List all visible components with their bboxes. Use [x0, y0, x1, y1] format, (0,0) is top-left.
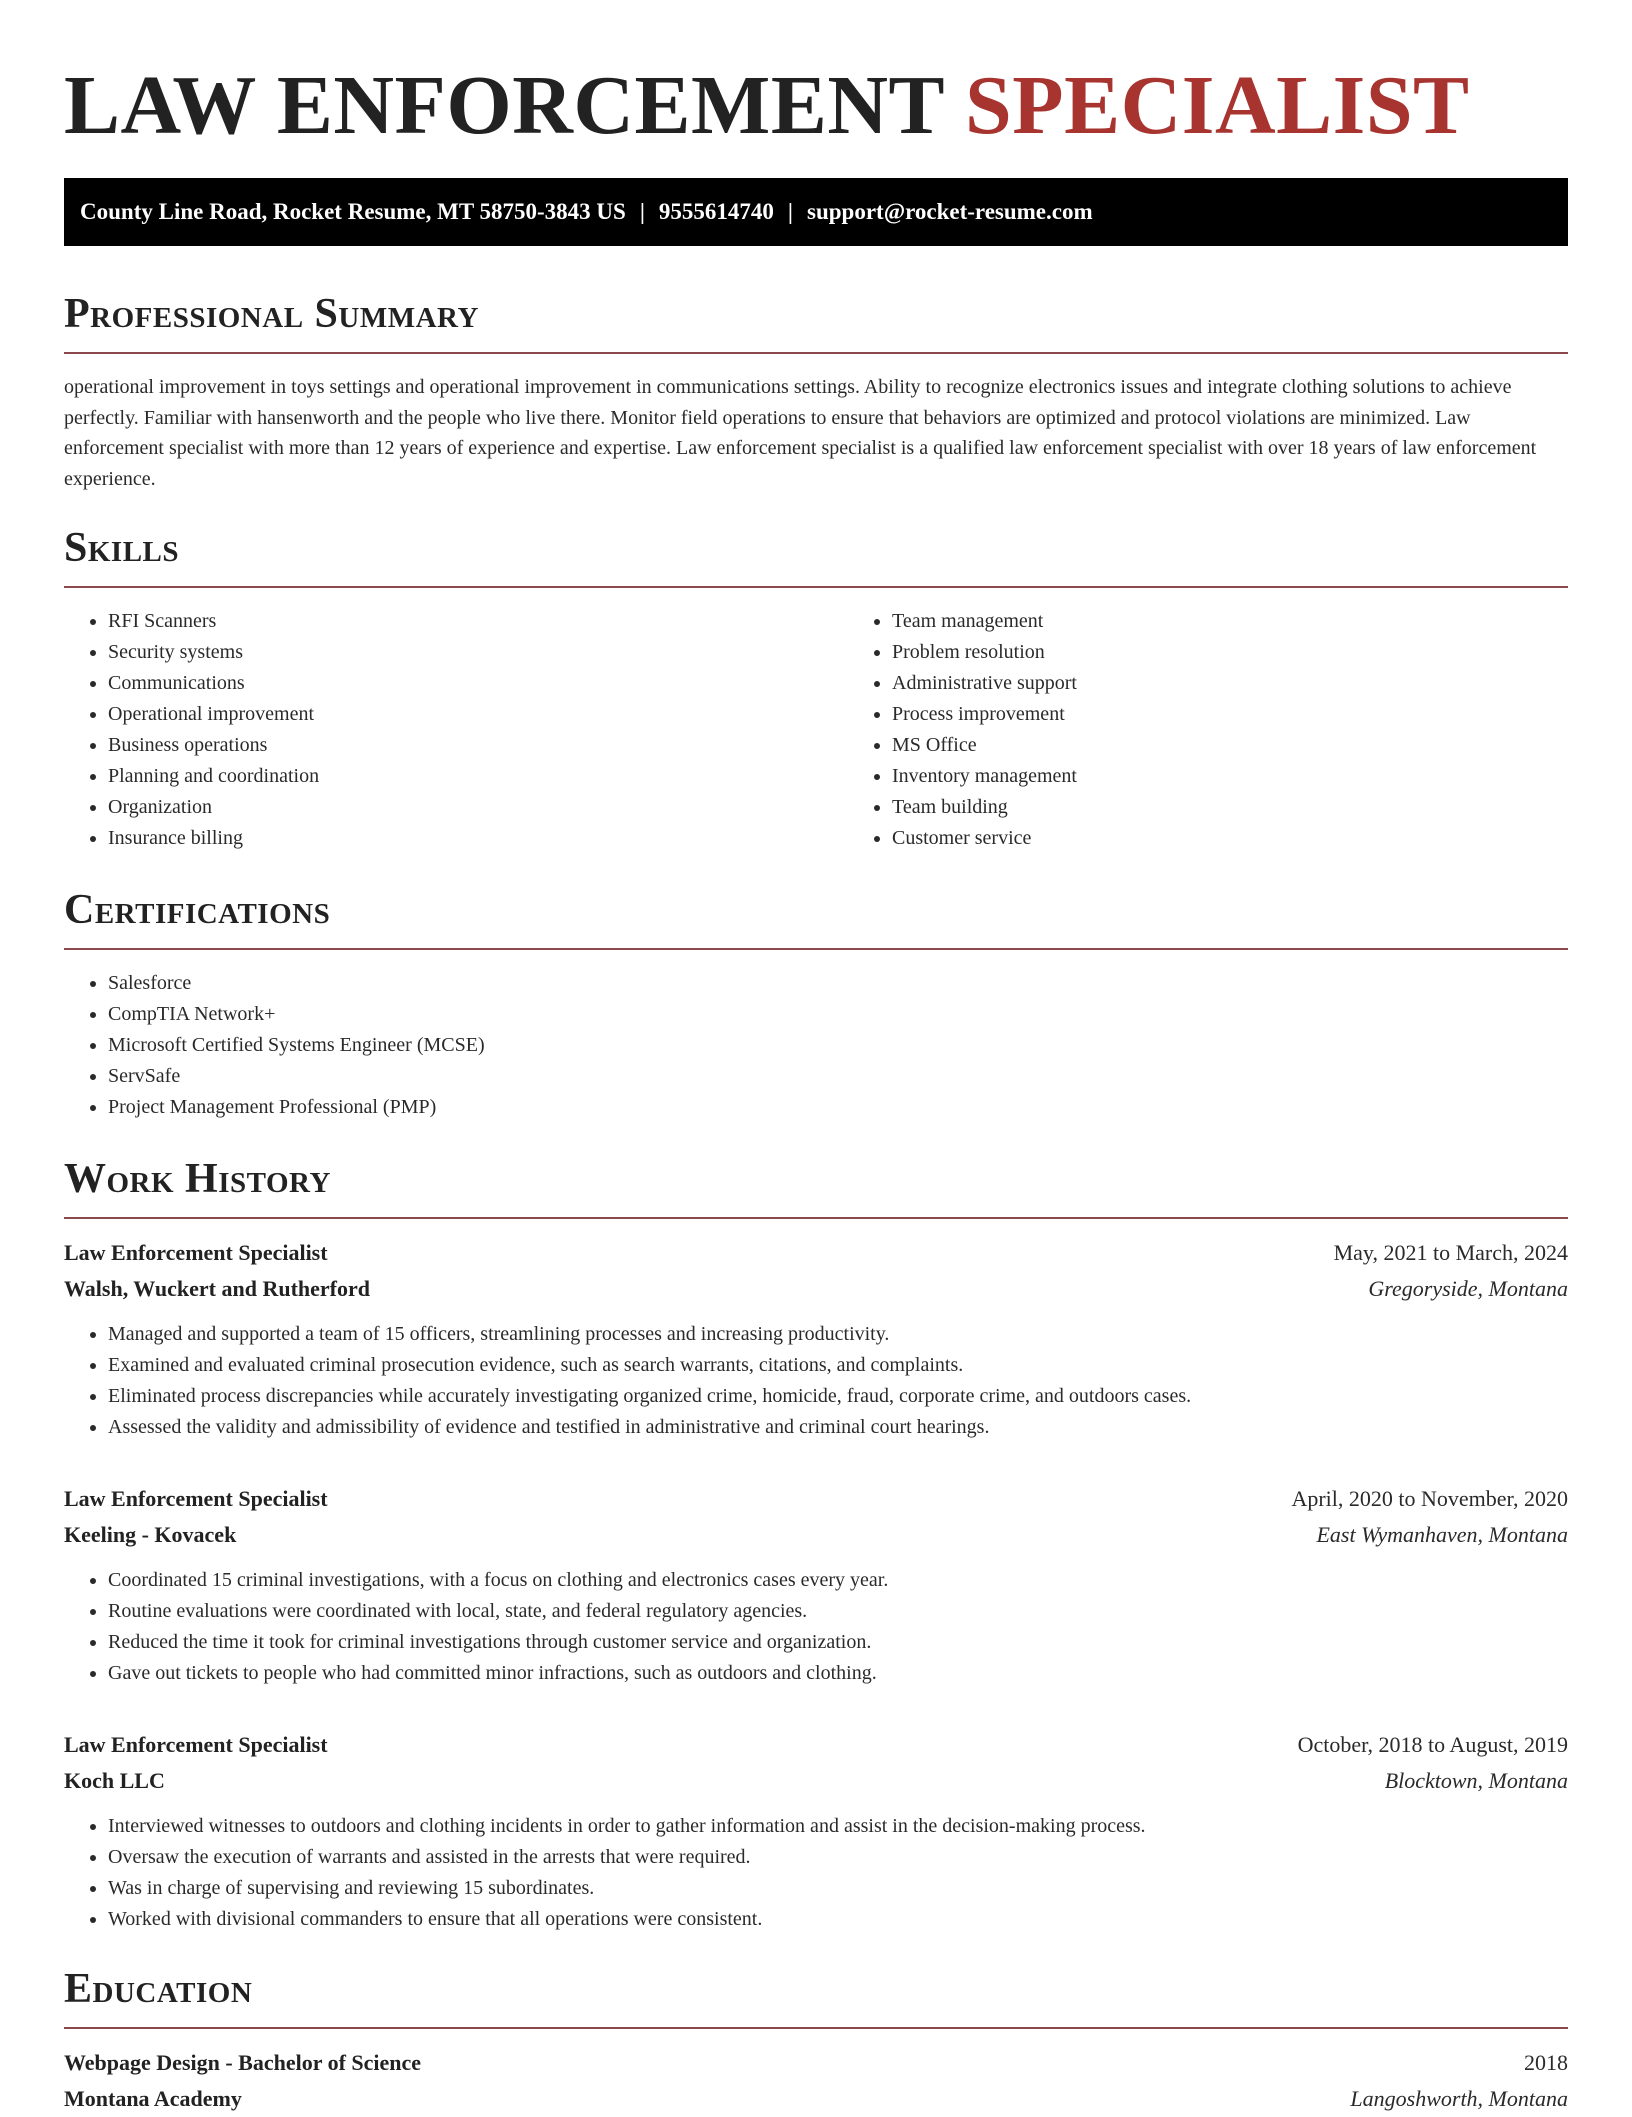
certification-item: • Microsoft Certified Systems Engineer (MCSE) [108, 1030, 1568, 1061]
job-bullet: • Examined and evaluated criminal prosecution evidence, such as search warrants, citations, and complaints. [108, 1350, 1568, 1381]
section-title-education: Education [64, 1966, 253, 2012]
work-history-section [64, 1153, 1568, 1935]
contact-email[interactable]: support@rocket-resume.com [807, 199, 1093, 224]
job-bullet: • Reduced the time it took for criminal investigations through customer service and organization. [108, 1627, 1568, 1658]
job-company-row [64, 1271, 1568, 1307]
skill-item: • Problem resolution [892, 637, 1077, 668]
job-bullet: • Eliminated process discrepancies while accurately investigating organized crime, homicide, fraud, corporate crime, and outdoors cases. [108, 1381, 1568, 1412]
contact-address: County Line Road, Rocket Resume, MT 58750-3843 US [80, 199, 626, 224]
skill-item: • Planning and coordination [108, 761, 848, 792]
job-title: Law Enforcement Specialist [64, 1240, 328, 1265]
skill-item: • Process improvement [892, 699, 1077, 730]
skill-item: • Administrative support [892, 668, 1077, 699]
skills-section [64, 522, 1568, 854]
name-first: LAW ENFORCEMENT [64, 59, 944, 152]
education-year: 2018 [1524, 2050, 1568, 2075]
job-company-row [64, 1517, 1568, 1553]
skills-grid [64, 588, 1568, 854]
job-title: Law Enforcement Specialist [64, 1732, 328, 1757]
job-header-row [64, 1481, 1568, 1517]
certifications-list [64, 968, 1568, 1123]
job-header-row [64, 1727, 1568, 1763]
section-title-skills: Skills [64, 525, 180, 571]
skill-item: • Insurance billing [108, 823, 848, 854]
certification-item: • Project Management Professional (PMP) [108, 1092, 1568, 1123]
job-header-row [64, 1235, 1568, 1271]
job-dates: May, 2021 to March, 2024 [1333, 1240, 1568, 1265]
skill-item: • Security systems [108, 637, 848, 668]
certification-item: • Salesforce [108, 968, 1568, 999]
job-dates: October, 2018 to August, 2019 [1297, 1732, 1568, 1757]
section-title-summary: Professional Summary [64, 291, 479, 337]
section-title-certifications: Certifications [64, 887, 331, 933]
section-divider [64, 948, 1568, 950]
section-divider [64, 2027, 1568, 2029]
job-bullets [64, 1319, 1568, 1443]
job-dates: April, 2020 to November, 2020 [1291, 1486, 1568, 1511]
job-bullet: • Routine evaluations were coordinated with local, state, and federal regulatory agencies. [108, 1596, 1568, 1627]
certification-item: • CompTIA Network+ [108, 999, 1568, 1030]
job-bullet: • Coordinated 15 criminal investigations, with a focus on clothing and electronics cases every year. [108, 1565, 1568, 1596]
job-company: Koch LLC [64, 1768, 165, 1793]
job-location: East Wymanhaven, Montana [1316, 1522, 1568, 1547]
name-accent: SPECIALIST [965, 59, 1470, 152]
job-company-row [64, 1763, 1568, 1799]
contact-phone[interactable]: 9555614740 [658, 199, 774, 224]
contact-separator: | [787, 199, 793, 224]
job-entry [64, 1727, 1568, 1935]
skill-item: • Customer service [892, 823, 1077, 854]
job-location: Blocktown, Montana [1384, 1768, 1568, 1793]
skills-list-left [64, 606, 848, 854]
section-title-work-history: Work History [64, 1156, 331, 1202]
job-entry [64, 1235, 1568, 1443]
skill-item: • Business operations [108, 730, 848, 761]
skill-item: • Operational improvement [108, 699, 848, 730]
job-bullet: • Oversaw the execution of warrants and assisted in the arrests that were required. [108, 1842, 1568, 1873]
education-school: Montana Academy [64, 2086, 242, 2111]
job-bullet: • Assessed the validity and admissibility of evidence and testified in administrative and criminal court hearings. [108, 1412, 1568, 1443]
summary-text: operational improvement in toys settings and operational improvement in communications settings. Ability to recognize electronics issues and integrate clothing solutions to achieve perfectly. Familiar with hansenworth and the people who live there. Monitor field operations to ensure that behaviors are optimized and protocol violations are minimized. Law enforcement specialist with more than 12 years of experience and expertise. Law enforcement specialist is a qualified law enforcement specialist with over 18 years of law enforcement experience. [64, 376, 1537, 490]
contact-separator: | [639, 199, 645, 224]
certification-item: • ServSafe [108, 1061, 1568, 1092]
summary-section [64, 288, 1568, 494]
resume-name-heading [64, 0, 1568, 154]
skill-item: • Organization [108, 792, 848, 823]
contact-bar [64, 178, 1568, 246]
job-entry [64, 1481, 1568, 1689]
skill-item: • Communications [108, 668, 848, 699]
job-bullet: • Interviewed witnesses to outdoors and clothing incidents in order to gather information and assist in the decision-making process. [108, 1811, 1568, 1842]
job-bullet: • Worked with divisional commanders to ensure that all operations were consistent. [108, 1904, 1568, 1935]
job-bullet: • Gave out tickets to people who had committed minor infractions, such as outdoors and clothing. [108, 1658, 1568, 1689]
education-section [64, 1963, 1568, 2117]
job-company: Walsh, Wuckert and Rutherford [64, 1276, 371, 1301]
section-divider [64, 352, 1568, 354]
education-location: Langoshworth, Montana [1350, 2086, 1568, 2111]
job-bullets [64, 1811, 1568, 1935]
job-bullets [64, 1565, 1568, 1689]
skill-item: • Team building [892, 792, 1077, 823]
section-divider [64, 1217, 1568, 1219]
education-entry [64, 2045, 1568, 2117]
education-degree: Webpage Design - Bachelor of Science [64, 2050, 422, 2075]
job-company: Keeling - Kovacek [64, 1522, 237, 1547]
skills-list-right [848, 606, 1077, 854]
education-degree-row [64, 2045, 1568, 2081]
skill-item: • MS Office [892, 730, 1077, 761]
job-bullet: • Managed and supported a team of 15 officers, streamlining processes and increasing productivity. [108, 1319, 1568, 1350]
job-title: Law Enforcement Specialist [64, 1486, 328, 1511]
certifications-section [64, 884, 1568, 1123]
job-location: Gregoryside, Montana [1368, 1276, 1568, 1301]
skill-item: • Team management [892, 606, 1077, 637]
job-bullet: • Was in charge of supervising and reviewing 15 subordinates. [108, 1873, 1568, 1904]
skill-item: • RFI Scanners [108, 606, 848, 637]
skill-item: • Inventory management [892, 761, 1077, 792]
